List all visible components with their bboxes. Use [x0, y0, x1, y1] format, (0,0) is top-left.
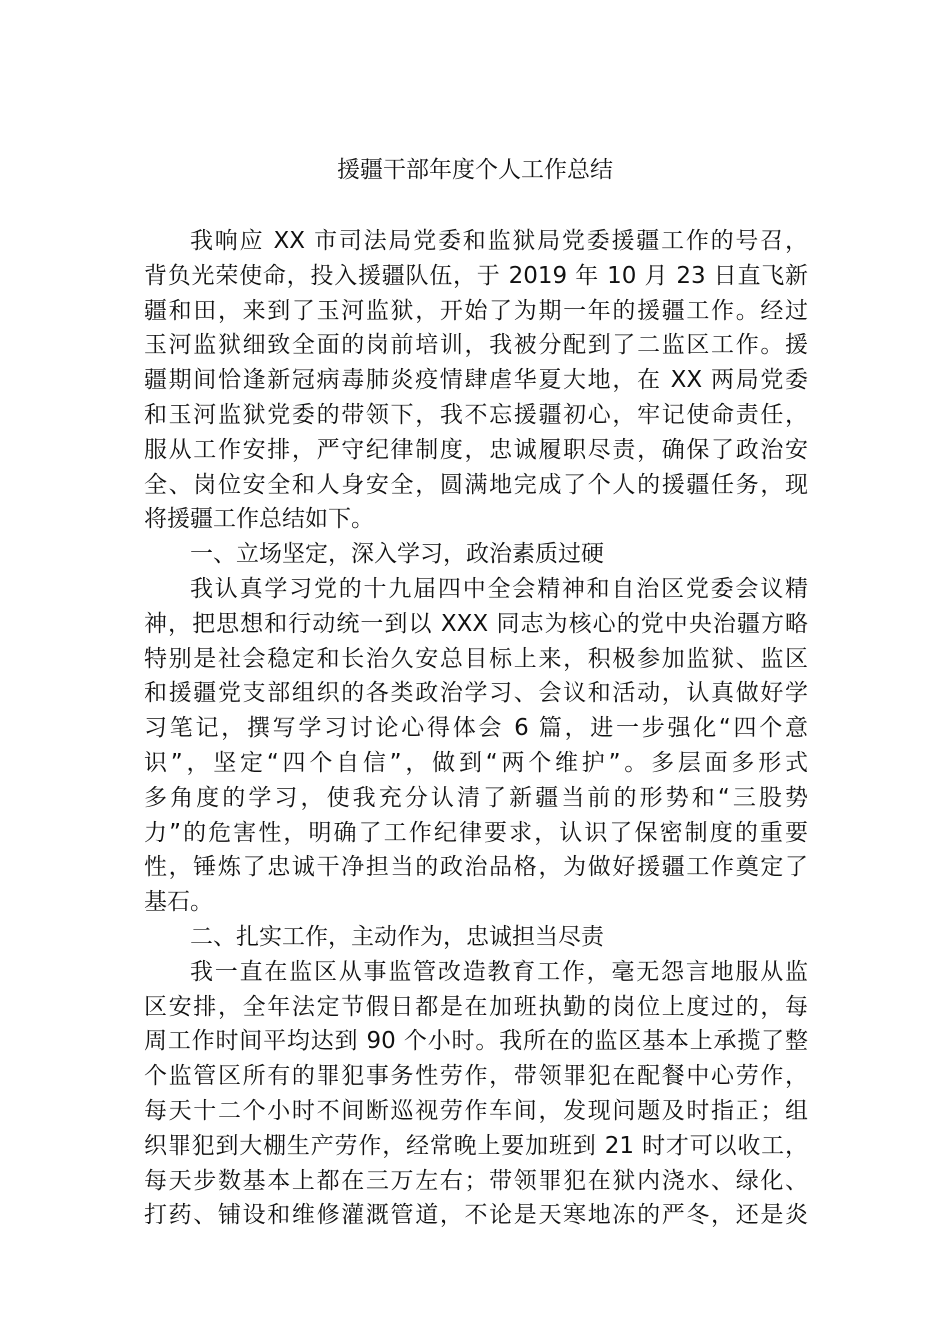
text-line: 周工作时间平均达到 90 个小时。我所在的监区基本上承揽了整: [144, 1028, 808, 1055]
text-line: 和玉河监狱党委的带领下，我不忘援疆初心，牢记使命责任，: [144, 401, 808, 428]
text-line: 基石。: [144, 889, 213, 916]
text-line: 二、扎实工作，主动作为，忠诚担当尽责: [190, 923, 604, 950]
text-line: 打药、铺设和维修灌溉管道，不论是天寒地冻的严冬，还是炎: [144, 1202, 808, 1229]
text-line: 习笔记，撰写学习讨论心得体会 6 篇，进一步强化“四个意: [144, 715, 808, 742]
text-line: 性，锤炼了忠诚干净担当的政治品格，为做好援疆工作奠定了: [144, 854, 808, 881]
text-line: 背负光荣使命，投入援疆队伍，于 2019 年 10 月 23 日直飞新: [144, 262, 808, 289]
text-line: 特别是社会稳定和长治久安总目标上来，积极参加监狱、监区: [144, 645, 808, 672]
text-line: 玉河监狱细致全面的岗前培训，我被分配到了二监区工作。援: [144, 332, 808, 359]
text-line: 识”，坚定“四个自信”，做到“两个维护”。多层面多形式: [144, 749, 808, 776]
text-line: 力”的危害性，明确了工作纪律要求，认识了保密制度的重要: [144, 819, 808, 846]
text-line: 每天步数基本上都在三万左右；带领罪犯在狱内浇水、绿化、: [144, 1167, 808, 1194]
text-line: 神，把思想和行动统一到以 XXX 同志为核心的党中央治疆方略: [144, 610, 808, 637]
text-line: 多角度的学习，使我充分认清了新疆当前的形势和“三股势: [144, 784, 808, 811]
text-line: 将援疆工作总结如下。: [144, 506, 374, 533]
text-line: 织罪犯到大棚生产劳作，经常晚上要加班到 21 时才可以收工，: [144, 1132, 808, 1159]
text-line: 和援疆党支部组织的各类政治学习、会议和活动，认真做好学: [144, 680, 808, 707]
document-title: 援疆干部年度个人工作总结: [337, 157, 613, 183]
text-line: 区安排，全年法定节假日都是在加班执勤的岗位上度过的，每: [144, 993, 808, 1020]
text-line: 每天十二个小时不间断巡视劳作车间，发现问题及时指正；组: [144, 1097, 808, 1124]
text-line: 我一直在监区从事监管改造教育工作，毫无怨言地服从监: [190, 958, 808, 985]
text-line: 服从工作安排，严守纪律制度，忠诚履职尽责，确保了政治安: [144, 436, 808, 463]
text-line: 疆期间恰逢新冠病毒肺炎疫情肆虐华夏大地，在 XX 两局党委: [144, 367, 808, 394]
text-line: 我响应 XX 市司法局党委和监狱局党委援疆工作的号召，: [190, 228, 808, 254]
text-line: 疆和田，来到了玉河监狱，开始了为期一年的援疆工作。经过: [144, 297, 808, 324]
text-line: 全、岗位安全和人身安全，圆满地完成了个人的援疆任务，现: [144, 471, 808, 498]
text-line: 个监管区所有的罪犯事务性劳作，带领罪犯在配餐中心劳作，: [144, 1063, 808, 1090]
text-line: 一、立场坚定，深入学习，政治素质过硬: [190, 541, 604, 568]
text-line: 我认真学习党的十九届四中全会精神和自治区党委会议精: [190, 575, 808, 602]
document-body: [144, 224, 808, 1233]
